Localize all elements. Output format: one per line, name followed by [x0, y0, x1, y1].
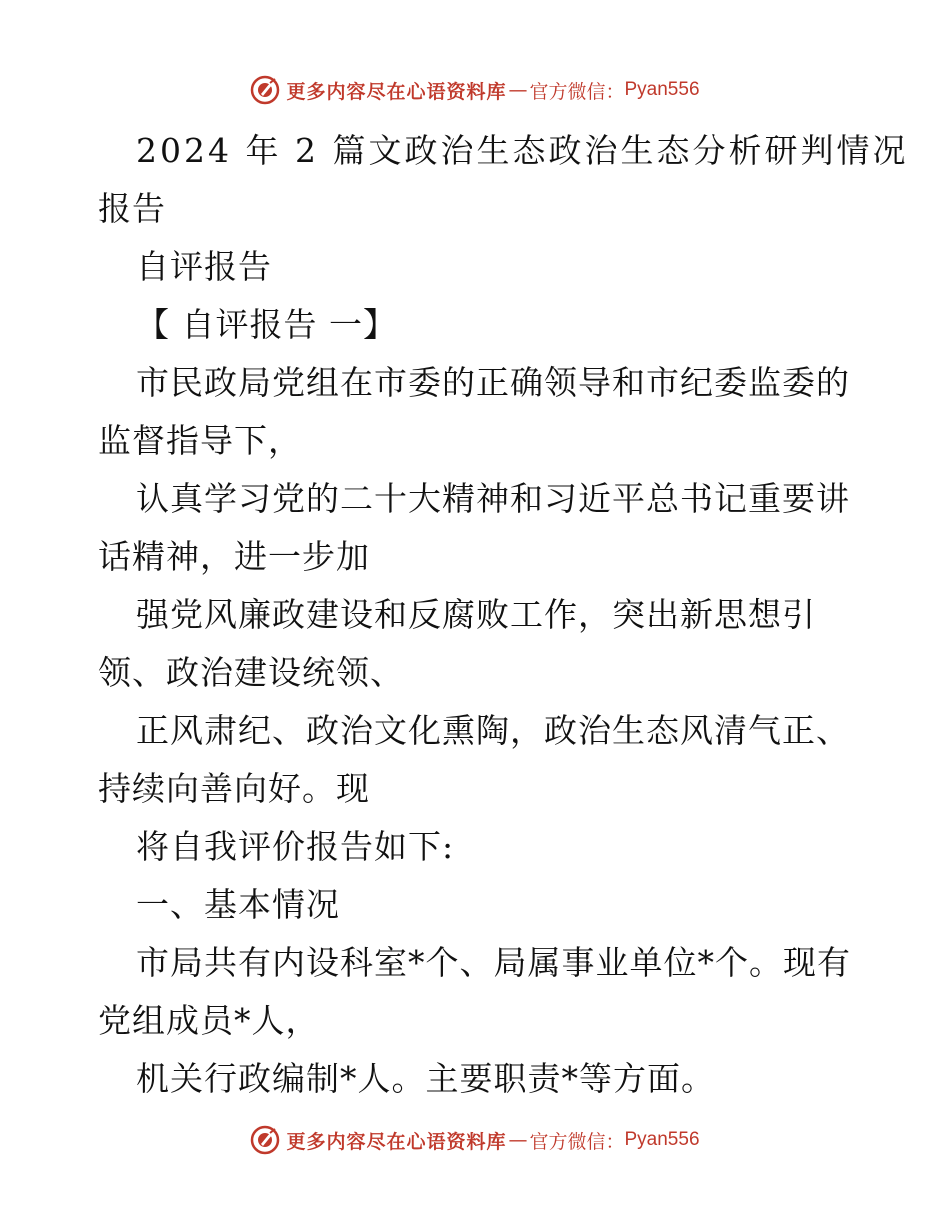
- doc-paragraph-line: 认真学习党的二十大精神和习近平总书记重要讲: [136, 479, 850, 518]
- document-body: [98, 122, 909, 1108]
- doc-paragraph-line: 党组成员*人，: [98, 1001, 320, 1040]
- doc-paragraph-line: 市民政局党组在市委的正确领导和市纪委监委的: [136, 363, 850, 402]
- doc-paragraph-line: 正风肃纪、政治文化熏陶，政治生态风清气正、: [136, 711, 850, 750]
- doc-paragraph-line: 监督指导下，: [98, 421, 302, 460]
- header-dash: —: [508, 79, 528, 101]
- footer-slogan: 更多内容尽在心语资料库: [286, 1130, 507, 1153]
- doc-paragraph-line: 领、政治建设统领、: [98, 653, 404, 692]
- doc-title-line-1: 2024 年 2 篇文政治生态政治生态分析研判情况: [136, 131, 909, 170]
- footer-wechat-label: 官方微信：: [529, 1130, 625, 1153]
- doc-paragraph-line: 强党风廉政建设和反腐败工作，突出新思想引: [136, 595, 816, 634]
- doc-paragraph-line: 市局共有内设科室*个、局属事业单位*个。现有: [136, 943, 851, 982]
- logo-icon: [250, 1125, 280, 1155]
- doc-paragraph-line: 机关行政编制*人。主要职责*等方面。: [136, 1059, 715, 1098]
- logo-icon: [250, 75, 280, 105]
- doc-subtitle: 自评报告: [136, 247, 272, 286]
- doc-section-marker: 【 自评报告 一】: [136, 305, 397, 344]
- footer-dash: —: [508, 1129, 528, 1151]
- doc-title-line-2: 报告: [98, 189, 166, 228]
- doc-paragraph-line: 持续向善向好。现: [98, 769, 370, 808]
- doc-heading-basic: 一、基本情况: [136, 885, 340, 924]
- footer-banner: [0, 1120, 950, 1160]
- footer-wechat-id: Pyan556: [624, 1129, 700, 1150]
- header-wechat-label: 官方微信：: [529, 80, 625, 103]
- header-wechat-id: Pyan556: [624, 79, 700, 100]
- doc-paragraph-line: 话精神，进一步加: [98, 537, 370, 576]
- doc-paragraph-line: 将自我评价报告如下:: [136, 827, 455, 866]
- header-slogan: 更多内容尽在心语资料库: [286, 80, 507, 103]
- header-banner: [0, 70, 950, 110]
